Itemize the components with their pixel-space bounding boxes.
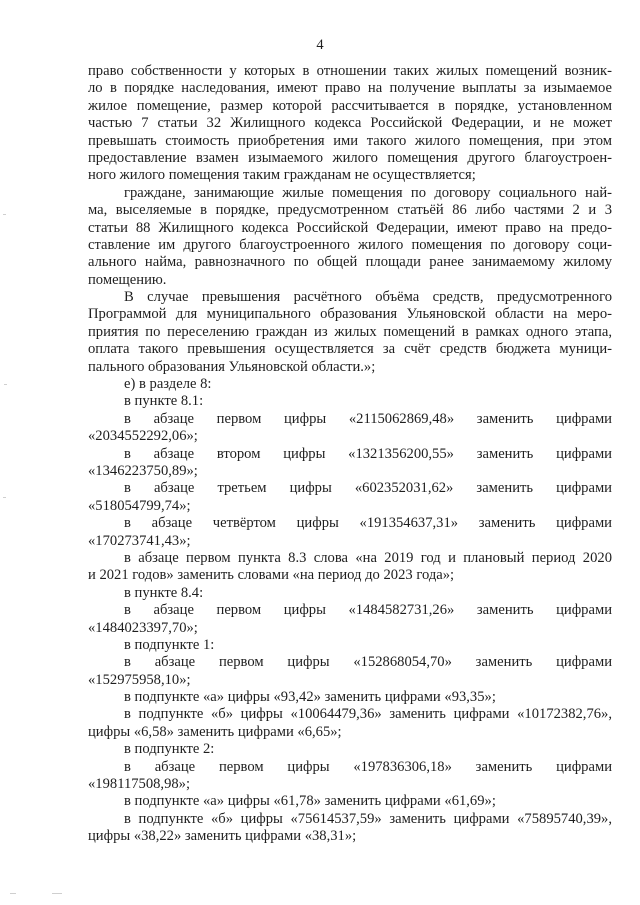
text-line: ального найма, равнозначного по общей площади ранее занимаемому жилому [88,254,612,271]
scan-artifact [4,384,7,385]
text-line: в абзаце первом цифры «197836306,18» заменить цифрами [124,758,612,775]
scan-artifact [3,214,6,215]
text-line: в абзаце третьем цифры «602352031,62» заменить цифрами [124,480,612,497]
text-line: ло в порядке наследования, имеют право на получение выплаты за изымаемое [88,80,612,97]
text-line: частью 7 статьи 32 Жилищного кодекса Российской Федерации, и не может [88,115,612,132]
text-line: ма, выселяемые в порядке, предусмотренном статьёй 86 либо частями 2 и 3 [88,202,612,219]
text-line: в подпункте «а» цифры «93,42» заменить цифрами «93,35»; [124,689,496,706]
text-line: «2034552292,06»; [88,428,198,445]
text-line: в абзаце первом цифры «2115062869,48» заменить цифрами [124,410,612,427]
document-body [88,63,612,846]
text-line: статьи 88 Жилищного кодекса Российской Федерации, имеют право на предо- [88,219,612,236]
text-line: в пункте 8.4: [124,584,204,601]
text-line: помещению. [88,271,167,288]
text-line: в абзаце четвёртом цифры «191354637,31» заменить цифрами [124,515,612,532]
text-line: в абзаце первом цифры «1484582731,26» заменить цифрами [124,602,612,619]
scan-artifact [52,893,62,894]
text-line: ного жилого помещения таким гражданам не осуществляется; [88,167,476,184]
text-line: В случае превышения расчётного объёма средств, предусмотренного [124,289,612,306]
text-line: «518054799,74»; [88,497,191,514]
text-line: в подпункте «б» цифры «10064479,36» заменить цифрами «10172382,76», [124,706,612,723]
text-line: превышать стоимость приобретения ими такого жилого помещения, при этом [88,132,612,149]
text-line: в абзаце первом цифры «152868054,70» заменить цифрами [124,654,612,671]
text-line: в подпункте 1: [124,636,215,653]
scan-artifact [3,497,6,498]
text-line: «1484023397,70»; [88,619,198,636]
text-line: оплата такого превышения осуществляется за счёт средств бюджета муници- [88,341,612,358]
text-line: в абзаце первом пункта 8.3 слова «на 2019 год и плановый период 2020 [124,549,612,566]
text-line: граждане, занимающие жилые помещения по договору социального най- [124,184,612,201]
page-number: 4 [316,37,324,53]
text-line: «1346223750,89»; [88,462,198,479]
text-line: в подпункте «а» цифры «61,78» заменить цифрами «61,69»; [124,793,496,810]
text-line: Программой для муниципального образования Ульяновской области на меро- [88,306,612,323]
text-line: «198117508,98»; [88,776,191,793]
text-line: предоставление взамен изымаемого жилого помещения другого благоустроен- [88,149,612,166]
text-line: «152975958,10»; [88,671,191,688]
text-line: в подпункте 2: [124,741,215,758]
text-line: е) в разделе 8: [124,376,212,393]
text-line: пального образования Ульяновской области.»; [88,358,376,375]
text-line: в абзаце втором цифры «1321356200,55» заменить цифрами [124,445,612,462]
text-line: цифры «38,22» заменить цифрами «38,31»; [88,828,357,845]
text-line: цифры «6,58» заменить цифрами «6,65»; [88,723,342,740]
text-line: приятия по переселению граждан из жилых помещений в рамках одного этапа, [88,323,612,340]
text-line: жилое помещение, размер которой рассчитывается в порядке, установленном [88,97,612,114]
text-line: «170273741,43»; [88,532,191,549]
text-line: в пункте 8.1: [124,393,204,410]
scan-artifact [10,893,16,894]
text-line: и 2021 годов» заменить словами «на период до 2023 года»; [88,567,455,584]
text-line: в подпункте «б» цифры «75614537,59» заменить цифрами «75895740,39», [124,810,612,827]
text-line: ставление им другого благоустроенного жилого помещения по договору соци- [88,236,612,253]
text-line: право собственности у которых в отношении таких жилых помещений возник- [88,63,612,79]
